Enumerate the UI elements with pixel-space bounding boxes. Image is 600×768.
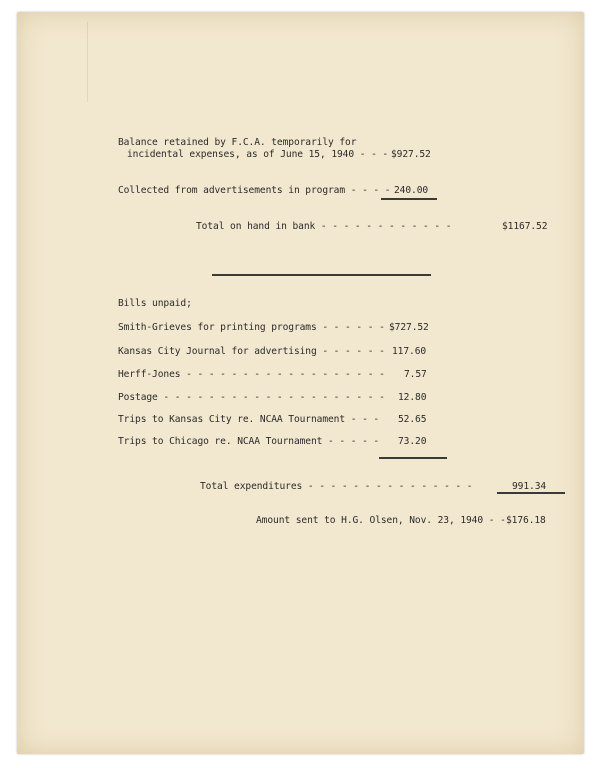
bill-amount: 7.57 bbox=[404, 369, 427, 380]
amount-sent-amount: $176.18 bbox=[506, 515, 546, 526]
bill-label: Herff-Jones - - - - - - - - - - - - - - - - - - bbox=[118, 369, 385, 380]
bill-amount: 52.65 bbox=[398, 414, 427, 425]
collected-amount: 240.00 bbox=[394, 185, 429, 196]
bill-label: Trips to Kansas City re. NCAA Tournament - - - bbox=[118, 414, 380, 425]
bill-amount: 12.80 bbox=[398, 392, 427, 403]
bills-heading: Bills unpaid; bbox=[118, 298, 192, 309]
total-bank-amount: $1167.52 bbox=[502, 221, 548, 232]
bill-amount: $727.52 bbox=[389, 322, 429, 333]
bill-label: Kansas City Journal for advertising - - - - - - bbox=[118, 346, 385, 357]
bill-label: Trips to Chicago re. NCAA Tournament - - - - - bbox=[118, 436, 380, 447]
total-expenditures-label: Total expenditures - - - - - - - - - - - - - - - bbox=[200, 481, 473, 492]
amount-sent-label: Amount sent to H.G. Olsen, Nov. 23, 1940 - - bbox=[256, 515, 506, 526]
balance-line-2: incidental expenses, as of June 15, 1940 - - - bbox=[127, 149, 389, 160]
subtotal-underline bbox=[381, 198, 437, 200]
bill-label: Postage - - - - - - - - - - - - - - - - - - - - bbox=[118, 392, 385, 403]
total-expenditures-amount: 991.34 bbox=[512, 481, 547, 492]
section-divider bbox=[212, 274, 431, 276]
bill-amount: 73.20 bbox=[398, 436, 427, 447]
bill-amount: 117.60 bbox=[392, 346, 427, 357]
expenditures-underline bbox=[497, 492, 565, 494]
bill-label: Smith-Grieves for printing programs - - - - - - bbox=[118, 322, 385, 333]
collected-label: Collected from advertisements in program - - - - bbox=[118, 185, 391, 196]
balance-amount: $927.52 bbox=[391, 149, 431, 160]
bills-underline bbox=[379, 457, 447, 459]
total-bank-label: Total on hand in bank - - - - - - - - - - - - bbox=[196, 221, 452, 232]
paper-sheet bbox=[17, 12, 584, 754]
balance-line-1: Balance retained by F.C.A. temporarily for bbox=[118, 137, 357, 148]
